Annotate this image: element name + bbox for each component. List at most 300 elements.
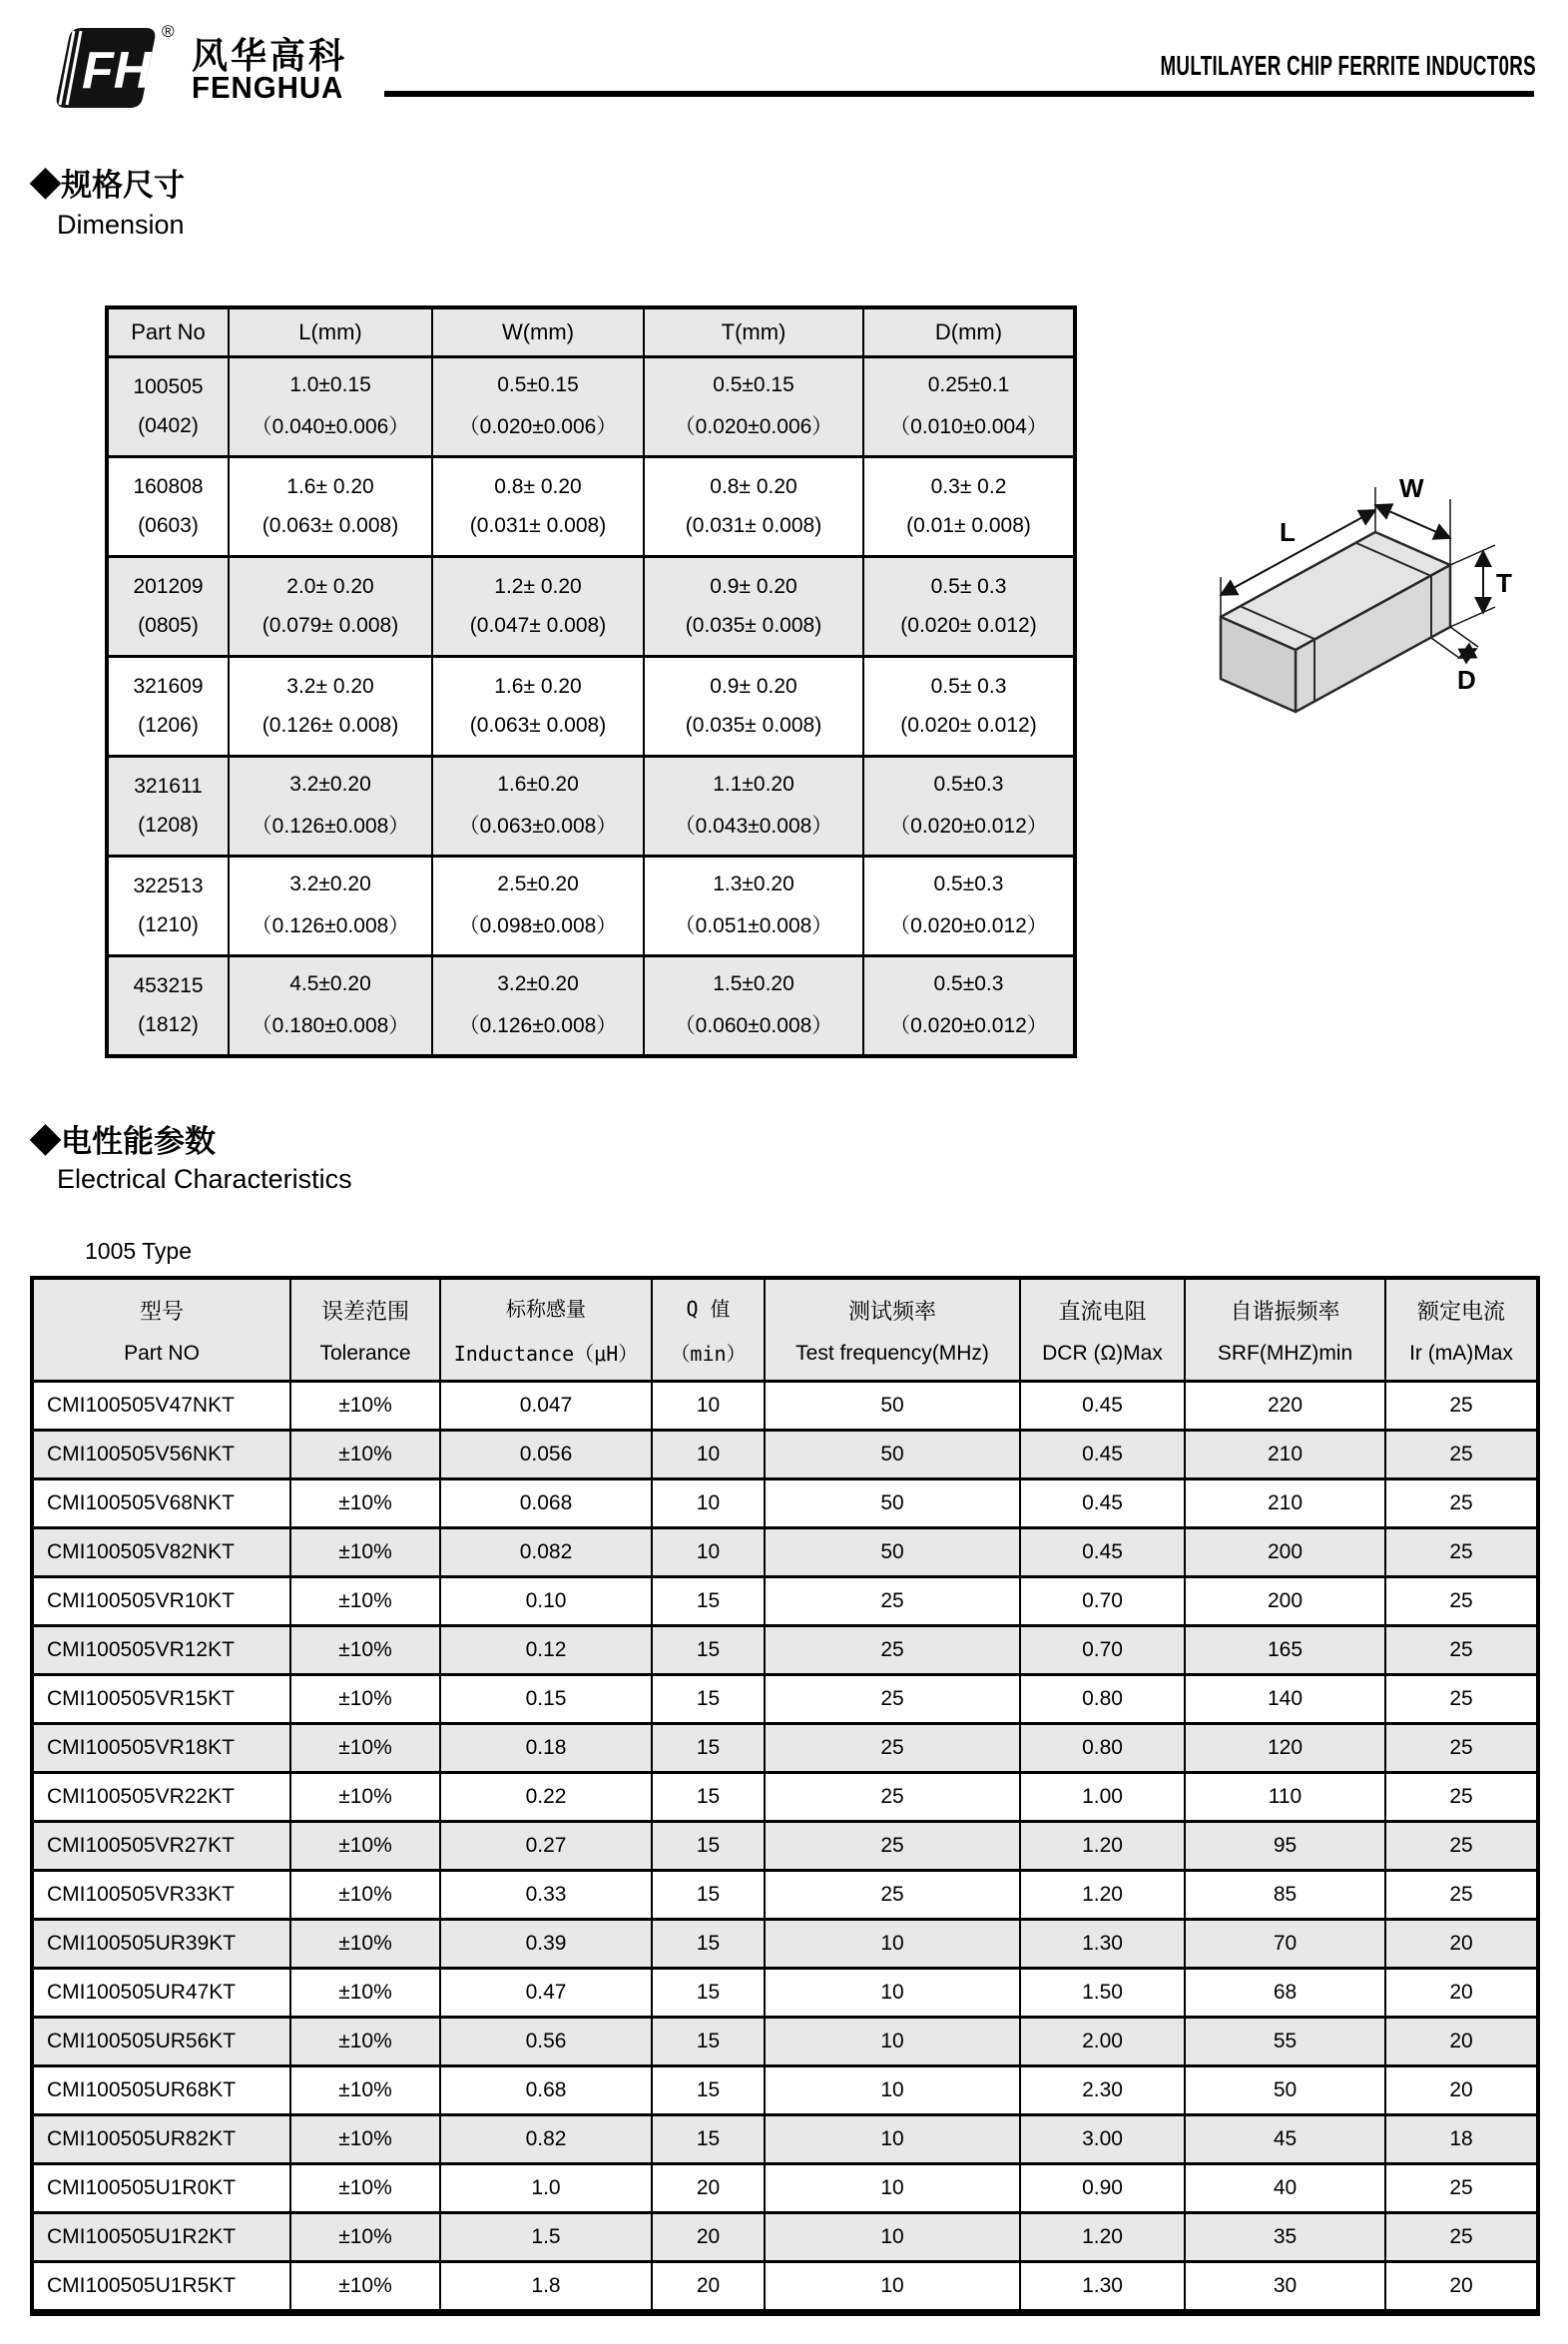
value-cell: 110 [1185,1773,1385,1822]
value-cell: 25 [1385,1479,1538,1528]
dimension-cell [432,857,644,956]
electrical-column-header [652,1278,765,1382]
electrical-table-row [32,1773,1538,1822]
dimension-value-inch: （0.020±0.012） [889,815,1048,839]
header-label-cn: 测试频率 [847,1298,936,1324]
value-cell: 25 [1385,1773,1538,1822]
value-cell: 2.00 [1020,2018,1185,2066]
dimension-cell [432,457,644,557]
dimension-cell-lines [864,959,1073,1053]
dimension-value-inch: (0.079± 0.008) [261,614,399,638]
dimension-cell-lines [109,560,228,654]
dimension-cell [863,857,1075,956]
dimension-value-mm: 1.0±0.15 [289,372,371,396]
header-label-cn: 型号 [139,1298,184,1324]
dimension-cell [644,557,863,657]
value-cell: 200 [1185,1528,1385,1577]
logo-english-name: FENGHUA [192,70,344,105]
dimension-cell [107,357,229,457]
value-cell: 210 [1185,1431,1385,1479]
value-cell: 0.27 [440,1822,652,1871]
dimension-cell-lines [864,360,1073,454]
dimension-value-mm: 0.8± 0.20 [710,474,797,498]
value-cell: 25 [765,1577,1020,1626]
value-cell: 18 [1385,2115,1538,2164]
dimension-value-mm: 100505 [133,374,204,398]
dimension-value-inch: (0603) [138,514,199,538]
electrical-column-header [1020,1278,1185,1382]
value-cell: 30 [1185,2262,1385,2313]
value-cell: 25 [765,1871,1020,1920]
header-label-en: SRF(MHZ)min [1217,1341,1353,1365]
dimension-value-mm: 0.25±0.1 [927,372,1010,396]
value-cell: 25 [1385,2213,1538,2262]
electrical-table-row [32,2262,1538,2313]
dimension-value-mm: 1.6±0.20 [497,772,579,796]
dimension-cell-lines [109,460,228,554]
electrical-column-header [440,1278,652,1382]
header-label-cn: Q 值 [686,1297,731,1321]
dimension-value-inch: （0.020±0.006） [458,415,618,439]
width-label: W [1399,473,1424,503]
value-cell: ±10% [290,2018,440,2066]
value-cell: ±10% [290,1822,440,1871]
part-no-cell: CMI100505UR39KT [32,1920,290,1969]
value-cell: 0.45 [1020,1382,1185,1431]
value-cell: 15 [652,1920,765,1969]
value-cell: 15 [652,1822,765,1871]
dimension-table-row [107,357,1075,457]
dimension-value-inch: (1812) [138,1013,199,1037]
dimension-cell-lines [109,959,228,1053]
dimension-cell-lines [645,959,862,1053]
dimension-cell-lines [433,460,643,554]
logo-letters: FH [82,42,152,100]
dimension-table-row [107,557,1075,657]
dimension-value-mm: 1.6± 0.20 [286,474,374,498]
value-cell: 15 [652,1969,765,2018]
value-cell: 0.70 [1020,1626,1185,1675]
value-cell: 165 [1185,1626,1385,1675]
value-cell: 20 [1385,2066,1538,2115]
value-cell: ±10% [290,2115,440,2164]
value-cell: 0.39 [440,1920,652,1969]
value-cell: 15 [652,1724,765,1773]
value-cell: 0.68 [440,2066,652,2115]
dimension-cell-lines [109,760,228,854]
value-cell: 20 [652,2213,765,2262]
value-cell: 25 [1385,1528,1538,1577]
electrical-table-row [32,1920,1538,1969]
electrical-table-row [32,1382,1538,1431]
value-cell: 25 [1385,1675,1538,1724]
header-label-en: Ir (mA)Max [1409,1341,1513,1365]
value-cell: 95 [1185,1822,1385,1871]
dimension-cell [107,557,229,657]
dimension-table-body [107,357,1075,1057]
header-label-en: Tolerance [319,1341,411,1365]
value-cell: 15 [652,1577,765,1626]
value-cell: 0.45 [1020,1479,1185,1528]
dimension-value-inch: (1208) [138,814,199,838]
value-cell: 68 [1185,1969,1385,2018]
dimension-value-inch: (0.063± 0.008) [261,514,399,538]
value-cell: 25 [765,1675,1020,1724]
electrical-heading-en: Electrical Characteristics [57,1164,352,1194]
dimension-value-inch: (0.031± 0.008) [685,514,822,538]
dimension-cell [229,657,432,757]
dimension-cell-lines [109,660,228,754]
value-cell: 25 [1385,1431,1538,1479]
value-cell: 15 [652,2018,765,2066]
dimension-value-mm: 1.2± 0.20 [494,574,582,598]
value-cell: 0.15 [440,1675,652,1724]
dimension-heading-cn: ◆规格尺寸 [30,168,185,203]
dimension-cell-lines [645,560,862,654]
dimension-cell [863,657,1075,757]
registered-trademark-icon: ® [162,22,175,41]
value-cell: 20 [1385,2018,1538,2066]
value-cell: 25 [1385,1822,1538,1871]
dimension-cell [432,357,644,457]
dimension-cell [107,757,229,857]
dimension-cell-lines [433,360,643,454]
dimension-cell-lines [230,860,431,953]
dimension-cell [229,956,432,1057]
value-cell: 25 [1385,1577,1538,1626]
electrical-table-row [32,1822,1538,1871]
value-cell: 25 [1385,1871,1538,1920]
dimension-value-inch: （0.063±0.008） [458,815,618,839]
value-cell: 1.50 [1020,1969,1185,2018]
dimension-value-mm: 3.2±0.20 [497,971,579,995]
dimension-value-mm: 0.9± 0.20 [710,674,797,698]
header-label-en: Part NO [124,1341,200,1365]
dimension-column-header: Part No [107,307,229,357]
dimension-value-inch: （0.020±0.006） [674,415,833,439]
value-cell: 10 [765,2018,1020,2066]
dimension-cell-lines [433,660,643,754]
dimension-value-mm: 201209 [133,574,204,598]
part-no-cell: CMI100505V47NKT [32,1382,290,1431]
value-cell: 10 [765,2213,1020,2262]
dimension-cell [863,757,1075,857]
value-cell: 0.068 [440,1479,652,1528]
dimension-cell [229,357,432,457]
dimension-value-inch: （0.010±0.004） [889,415,1048,439]
value-cell: 10 [765,2066,1020,2115]
electrical-column-header [765,1278,1020,1382]
dimension-cell-lines [433,760,643,854]
electrical-table-row [32,1528,1538,1577]
dimension-value-mm: 1.6± 0.20 [494,674,582,698]
dimension-value-inch: (0.047± 0.008) [469,614,607,638]
dimension-cell [644,857,863,956]
value-cell: 0.18 [440,1724,652,1773]
value-cell: 10 [765,2262,1020,2313]
value-cell: 25 [765,1822,1020,1871]
part-no-cell: CMI100505U1R0KT [32,2164,290,2213]
dimension-cell-lines [864,560,1073,654]
value-cell: 0.082 [440,1528,652,1577]
dimension-cell [644,657,863,757]
electrode-label: D [1457,665,1476,695]
dimension-cell-lines [230,959,431,1053]
value-cell: 10 [652,1528,765,1577]
dimension-column-header: L(mm) [229,307,432,357]
dimension-value-mm: 1.1±0.20 [713,772,794,796]
dimension-value-mm: 1.3±0.20 [713,872,794,895]
dimension-cell-lines [645,760,862,854]
dimension-value-mm: 0.5±0.3 [933,872,1004,895]
logo-chinese-name: 风华高科 [192,35,348,76]
dimension-value-inch: （0.060±0.008） [674,1014,833,1038]
dimension-cell [863,956,1075,1057]
value-cell: 0.47 [440,1969,652,2018]
dimension-cell [107,956,229,1057]
header-label-en: （min） [670,1342,747,1366]
dimension-value-inch: （0.040±0.006） [251,415,410,439]
value-cell: 0.70 [1020,1577,1185,1626]
part-no-cell: CMI100505UR82KT [32,2115,290,2164]
value-cell: 0.33 [440,1871,652,1920]
value-cell: 20 [1385,1920,1538,1969]
value-cell: 120 [1185,1724,1385,1773]
value-cell: 85 [1185,1871,1385,1920]
value-cell: 1.5 [440,2213,652,2262]
value-cell: ±10% [290,1479,440,1528]
electrical-table [30,1276,1540,2316]
electrical-column-header [1185,1278,1385,1382]
chip-body [1221,532,1450,712]
electrical-heading-cn: ◆电性能参数 [30,1124,216,1159]
dimension-value-mm: 0.5±0.3 [933,971,1004,995]
value-cell: ±10% [290,1528,440,1577]
dimension-column-header: W(mm) [432,307,644,357]
dimension-value-inch: (0.020± 0.012) [900,714,1037,738]
value-cell: ±10% [290,1382,440,1431]
value-cell: ±10% [290,1871,440,1920]
length-label: L [1280,517,1296,547]
value-cell: 1.0 [440,2164,652,2213]
value-cell: 1.20 [1020,2213,1185,2262]
part-no-cell: CMI100505U1R5KT [32,2262,290,2313]
value-cell: 0.82 [440,2115,652,2164]
value-cell: 25 [765,1773,1020,1822]
value-cell: 40 [1185,2164,1385,2213]
dimension-table-row [107,857,1075,956]
value-cell: 20 [1385,2262,1538,2313]
header-label-en: Test frequency(MHz) [795,1341,989,1365]
part-no-cell: CMI100505V82NKT [32,1528,290,1577]
dimension-cell-lines [433,959,643,1053]
value-cell: ±10% [290,2213,440,2262]
value-cell: 25 [765,1724,1020,1773]
dimension-cell [644,357,863,457]
value-cell: 25 [765,1626,1020,1675]
value-cell: 50 [765,1431,1020,1479]
dimension-cell-lines [645,660,862,754]
dimension-value-mm: 2.0± 0.20 [286,574,374,598]
dimension-value-inch: （0.051±0.008） [674,914,833,938]
value-cell: 45 [1185,2115,1385,2164]
dimension-column-header: D(mm) [863,307,1075,357]
header-label-cn: 误差范围 [320,1298,409,1324]
dimension-cell [863,557,1075,657]
dimension-cell-lines [230,760,431,854]
part-no-cell: CMI100505VR27KT [32,1822,290,1871]
value-cell: 15 [652,1871,765,1920]
value-cell: 200 [1185,1577,1385,1626]
value-cell: 220 [1185,1382,1385,1431]
value-cell: 25 [1385,2164,1538,2213]
value-cell: 25 [1385,1626,1538,1675]
electrical-table-row [32,1479,1538,1528]
part-no-cell: CMI100505VR15KT [32,1675,290,1724]
dimension-value-inch: (1210) [138,913,199,937]
dimension-value-mm: 3.2±0.20 [289,772,371,796]
dimension-value-mm: 453215 [133,973,204,997]
value-cell: 10 [765,2115,1020,2164]
value-cell: 0.45 [1020,1431,1185,1479]
dimension-value-mm: 321609 [133,674,204,698]
dimension-value-mm: 0.8± 0.20 [494,474,582,498]
value-cell: 1.20 [1020,1822,1185,1871]
dimension-table [105,305,1077,1058]
value-cell: 35 [1185,2213,1385,2262]
header-label-cn: 标称感量 [506,1297,586,1321]
value-cell: 50 [765,1528,1020,1577]
value-cell: ±10% [290,1675,440,1724]
dimension-value-inch: （0.126±0.008） [458,1014,618,1038]
dimension-value-mm: 4.5±0.20 [289,971,371,995]
dimension-cell-lines [230,660,431,754]
dimension-cell [863,357,1075,457]
electrical-column-header [32,1278,290,1382]
dimension-value-inch: (0.035± 0.008) [685,614,822,638]
value-cell: 2.30 [1020,2066,1185,2115]
electrical-table-row [32,2164,1538,2213]
dimension-value-inch: （0.126±0.008） [251,914,410,938]
value-cell: ±10% [290,1969,440,2018]
electrical-table-row [32,1626,1538,1675]
value-cell: 0.80 [1020,1675,1185,1724]
value-cell: 0.056 [440,1431,652,1479]
value-cell: 25 [1385,1724,1538,1773]
dimension-value-inch: (0.031± 0.008) [469,514,607,538]
dimension-cell [432,557,644,657]
value-cell: 50 [765,1479,1020,1528]
value-cell: ±10% [290,2066,440,2115]
electrical-table-row [32,1724,1538,1773]
value-cell: 20 [652,2262,765,2313]
value-cell: 15 [652,2066,765,2115]
fenghua-logo-icon [40,24,160,112]
electrical-column-header [290,1278,440,1382]
dimension-value-mm: 322513 [133,874,204,897]
value-cell: 20 [1385,1969,1538,2018]
electrical-table-row [32,1577,1538,1626]
dimension-value-inch: （0.126±0.008） [251,815,410,839]
electrical-table-row [32,1675,1538,1724]
value-cell: 0.22 [440,1773,652,1822]
electrical-table-row [32,2115,1538,2164]
part-no-cell: CMI100505VR12KT [32,1626,290,1675]
electrical-table-body [32,1382,1538,2313]
value-cell: 10 [652,1382,765,1431]
electrical-table-row [32,2066,1538,2115]
value-cell: ±10% [290,1773,440,1822]
dimension-table-row [107,757,1075,857]
dimension-cell-lines [864,660,1073,754]
value-cell: 0.047 [440,1382,652,1431]
header-label-cn: 额定电流 [1416,1298,1505,1324]
dimension-value-mm: 0.5±0.3 [933,772,1004,796]
dimension-value-mm: 0.3± 0.2 [930,474,1007,498]
dimension-cell [229,757,432,857]
part-no-cell: CMI100505UR56KT [32,2018,290,2066]
electrical-table-row [32,1969,1538,2018]
header-label-cn: 直流电阻 [1058,1298,1147,1324]
value-cell: 0.45 [1020,1528,1185,1577]
electrical-table-row [32,1431,1538,1479]
value-cell: 1.30 [1020,2262,1185,2313]
dimension-value-mm: 0.5± 0.3 [930,674,1007,698]
dimension-value-inch: （0.098±0.008） [458,914,618,938]
value-cell: 210 [1185,1479,1385,1528]
value-cell: 1.20 [1020,1871,1185,1920]
dimension-value-mm: 0.5±0.15 [713,372,794,396]
part-no-cell: CMI100505V68NKT [32,1479,290,1528]
value-cell: 0.90 [1020,2164,1185,2213]
dimension-value-mm: 1.5±0.20 [713,971,794,995]
part-no-cell: CMI100505VR18KT [32,1724,290,1773]
value-cell: ±10% [290,1724,440,1773]
electrical-table-row [32,2018,1538,2066]
dimension-cell [107,857,229,956]
value-cell: ±10% [290,2164,440,2213]
dimension-cell-lines [645,860,862,953]
value-cell: 3.00 [1020,2115,1185,2164]
dimension-cell-lines [645,460,862,554]
dimension-cell [432,757,644,857]
value-cell: 0.80 [1020,1724,1185,1773]
dimension-cell-lines [864,760,1073,854]
dimension-value-mm: 2.5±0.20 [497,872,579,895]
dimension-cell [863,457,1075,557]
part-no-cell: CMI100505VR22KT [32,1773,290,1822]
dimension-cell-lines [864,460,1073,554]
value-cell: ±10% [290,2262,440,2313]
value-cell: 50 [1185,2066,1385,2115]
electrical-table-row [32,2213,1538,2262]
dimension-value-inch: (0.01± 0.008) [906,514,1031,538]
value-cell: 1.8 [440,2262,652,2313]
dimension-cell-lines [645,360,862,454]
dimension-value-inch: (0805) [138,614,199,638]
dimension-cell [107,657,229,757]
electrical-header-row [32,1278,1538,1382]
dimension-heading-en: Dimension [57,210,185,240]
dimension-cell-lines [230,360,431,454]
dimension-value-inch: (0.035± 0.008) [685,714,822,738]
dimension-value-mm: 160808 [133,474,204,498]
value-cell: 0.12 [440,1626,652,1675]
electrical-column-header [1385,1278,1538,1382]
value-cell: 1.30 [1020,1920,1185,1969]
dimension-value-mm: 0.9± 0.20 [710,574,797,598]
electrical-table-row [32,1871,1538,1920]
